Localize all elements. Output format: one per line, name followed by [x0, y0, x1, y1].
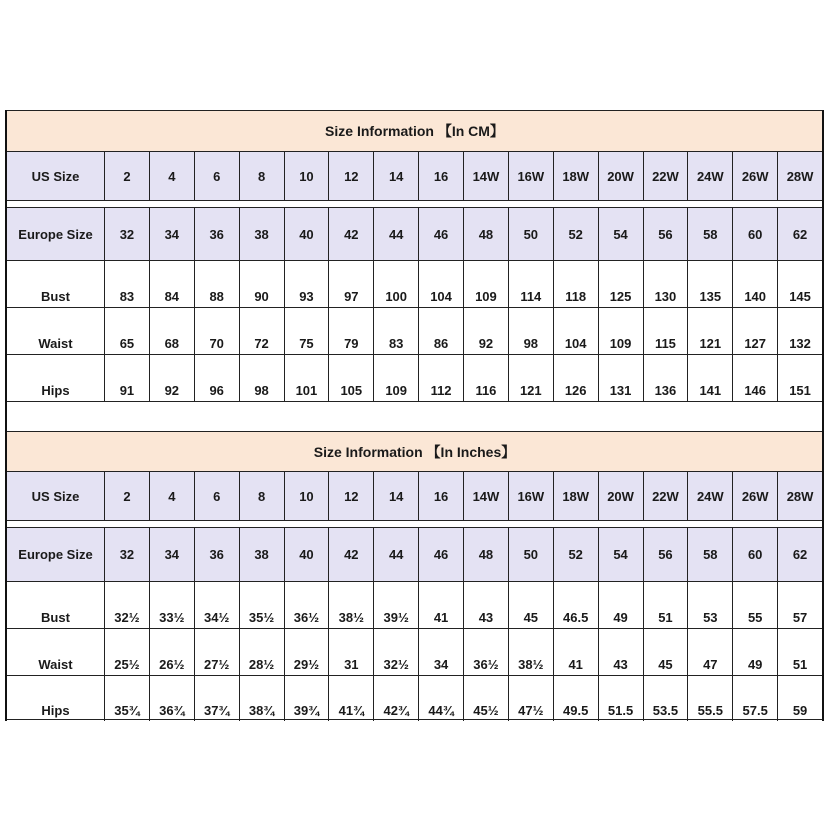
inch-us-size-cell: 14W — [464, 472, 509, 520]
cm-waist-cell: 70 — [195, 308, 240, 354]
inch-bust-cell: 41 — [419, 582, 464, 628]
inch-us-size-cell: 2 — [105, 472, 150, 520]
cm-europe-size-cell: 34 — [150, 208, 195, 260]
inch-europe-size-label: Europe Size — [7, 528, 105, 581]
inch-hips-cell: 45½ — [464, 676, 509, 721]
inch-waist-cell: 25½ — [105, 629, 150, 675]
inch-us-size-label: US Size — [7, 472, 105, 520]
cm-hips-cell: 92 — [150, 355, 195, 401]
cm-us-size-cell: 16W — [509, 152, 554, 200]
cm-bust-cell: 145 — [789, 289, 811, 304]
cm-europe-size-cell: 44 — [374, 208, 419, 260]
cm-bust-cell: 135 — [688, 261, 733, 307]
inch-europe-size-cell: 58 — [688, 528, 733, 581]
inch-waist-cell: 27½ — [195, 629, 240, 675]
inch-hips-label: Hips — [7, 676, 105, 721]
inch-europe-size-cell: 60 — [733, 528, 778, 581]
inch-hips-cell: 59 — [792, 703, 808, 718]
cm-hips-cell: 121 — [509, 355, 554, 401]
cm-waist-cell: 127 — [733, 308, 778, 354]
cm-hips-cell: 141 — [688, 355, 733, 401]
inch-spacer-row — [7, 520, 822, 527]
inch-bust-cell: 38½ — [329, 582, 374, 628]
cm-us-size-cell: 28W — [786, 168, 814, 184]
inch-europe-size-cell: 54 — [599, 528, 644, 581]
cm-waist-cell: 83 — [374, 308, 419, 354]
cm-waist-cell: 75 — [285, 308, 330, 354]
cm-waist-cell: 98 — [509, 308, 554, 354]
inch-europe-size-cell: 34 — [150, 528, 195, 581]
inch-waist-cell: 38½ — [509, 629, 554, 675]
cm-waist-cell: 79 — [329, 308, 374, 354]
cm-us-size-label: US Size — [7, 152, 105, 200]
inch-us-size-row — [7, 471, 822, 520]
cm-europe-size-cell: 48 — [464, 208, 509, 260]
inch-us-size-cell: 24W — [688, 472, 733, 520]
cm-waist-cell: 121 — [688, 308, 733, 354]
inch-us-size-cell: 22W — [644, 472, 689, 520]
size-chart — [5, 110, 824, 721]
inch-table-title-row — [7, 431, 822, 471]
cm-waist-cell: 104 — [554, 308, 599, 354]
cm-hips-cell: 126 — [554, 355, 599, 401]
inch-waist-cell: 45 — [644, 629, 689, 675]
inch-bust-cell: 55 — [733, 582, 778, 628]
cm-waist-cell: 68 — [150, 308, 195, 354]
inch-bust-cell: 36½ — [285, 582, 330, 628]
cm-europe-size-cell: 54 — [599, 208, 644, 260]
cm-us-size-row — [7, 151, 822, 200]
inch-us-size-cell: 14 — [374, 472, 419, 520]
cm-bust-cell: 100 — [374, 261, 419, 307]
cm-us-size-cell: 16 — [419, 152, 464, 200]
inch-bust-cell: 57 — [792, 610, 808, 625]
cm-bust-cell: 140 — [733, 261, 778, 307]
cm-table-title: Size Information 【In CM】 — [325, 123, 504, 139]
inch-europe-size-cell: 62 — [792, 547, 808, 562]
cm-europe-size-cell: 50 — [509, 208, 554, 260]
cm-bust-cell: 97 — [329, 261, 374, 307]
inch-bust-cell: 43 — [464, 582, 509, 628]
cm-us-size-cell: 10 — [285, 152, 330, 200]
inch-waist-cell: 49 — [733, 629, 778, 675]
inch-waist-cell: 31 — [329, 629, 374, 675]
inch-waist-cell: 43 — [599, 629, 644, 675]
inch-bust-cell: 51 — [644, 582, 689, 628]
cm-europe-size-cell: 40 — [285, 208, 330, 260]
cm-bust-cell: 130 — [644, 261, 689, 307]
inch-hips-cell: 36¾ — [150, 676, 195, 721]
cm-hips-row — [7, 354, 822, 401]
cm-us-size-cell: 24W — [688, 152, 733, 200]
inch-hips-cell: 41¾ — [329, 676, 374, 721]
inch-europe-size-cell: 50 — [509, 528, 554, 581]
cm-hips-cell: 131 — [599, 355, 644, 401]
inch-hips-cell: 35¾ — [105, 676, 150, 721]
inch-bust-label: Bust — [7, 582, 105, 628]
inch-hips-cell: 53.5 — [644, 676, 689, 721]
inch-bust-cell: 32½ — [105, 582, 150, 628]
inch-waist-label: Waist — [7, 629, 105, 675]
cm-waist-cell: 132 — [789, 336, 811, 351]
inch-us-size-cell: 26W — [733, 472, 778, 520]
cm-waist-cell: 72 — [240, 308, 285, 354]
cm-us-size-cell: 20W — [599, 152, 644, 200]
cm-waist-cell: 109 — [599, 308, 644, 354]
cm-waist-cell: 86 — [419, 308, 464, 354]
inch-europe-size-cell: 44 — [374, 528, 419, 581]
inch-us-size-cell: 28W — [786, 488, 814, 504]
cm-table-title-row — [7, 110, 822, 151]
cm-us-size-cell: 2 — [105, 152, 150, 200]
inch-waist-cell: 29½ — [285, 629, 330, 675]
inch-bust-row — [7, 581, 822, 628]
inch-hips-cell: 51.5 — [599, 676, 644, 721]
cm-waist-cell: 65 — [105, 308, 150, 354]
inch-waist-cell: 28½ — [240, 629, 285, 675]
cm-bust-cell: 125 — [599, 261, 644, 307]
cm-hips-cell: 105 — [329, 355, 374, 401]
inch-us-size-cell: 10 — [285, 472, 330, 520]
cm-bust-cell: 84 — [150, 261, 195, 307]
cm-hips-cell: 151 — [789, 383, 811, 398]
cm-us-size-cell: 18W — [554, 152, 599, 200]
inch-waist-cell: 51 — [792, 657, 808, 672]
cm-bust-cell: 114 — [509, 261, 554, 307]
cm-bust-cell: 104 — [419, 261, 464, 307]
inch-bust-cell: 49 — [599, 582, 644, 628]
cm-europe-size-cell: 38 — [240, 208, 285, 260]
table-gap — [7, 401, 822, 431]
cm-bust-row — [7, 260, 822, 307]
cm-hips-cell: 101 — [285, 355, 330, 401]
inch-bust-cell: 45 — [509, 582, 554, 628]
inch-europe-size-cell: 52 — [554, 528, 599, 581]
inch-hips-cell: 38¾ — [240, 676, 285, 721]
cm-europe-size-cell: 52 — [554, 208, 599, 260]
inch-bust-cell: 39½ — [374, 582, 419, 628]
cm-us-size-cell: 26W — [733, 152, 778, 200]
inch-us-size-cell: 6 — [195, 472, 240, 520]
inch-us-size-cell: 12 — [329, 472, 374, 520]
cm-europe-size-cell: 62 — [792, 226, 808, 242]
cm-bust-cell: 90 — [240, 261, 285, 307]
inch-hips-cell: 55.5 — [688, 676, 733, 721]
cm-waist-cell: 115 — [644, 308, 689, 354]
inch-europe-size-cell: 48 — [464, 528, 509, 581]
cm-waist-cell: 92 — [464, 308, 509, 354]
cm-us-size-cell: 14 — [374, 152, 419, 200]
cm-us-size-cell: 14W — [464, 152, 509, 200]
inch-bust-cell: 53 — [688, 582, 733, 628]
cm-hips-cell: 112 — [419, 355, 464, 401]
cm-europe-size-cell: 42 — [329, 208, 374, 260]
cm-us-size-cell: 6 — [195, 152, 240, 200]
cm-bust-cell: 118 — [554, 261, 599, 307]
cm-bust-cell: 109 — [464, 261, 509, 307]
inch-waist-row — [7, 628, 822, 675]
inch-europe-size-cell: 40 — [285, 528, 330, 581]
inch-waist-cell: 41 — [554, 629, 599, 675]
inch-europe-size-cell: 36 — [195, 528, 240, 581]
inch-hips-cell: 57.5 — [733, 676, 778, 721]
cm-waist-row — [7, 307, 822, 354]
cm-hips-cell: 136 — [644, 355, 689, 401]
inch-bust-cell: 35½ — [240, 582, 285, 628]
inch-hips-cell: 37¾ — [195, 676, 240, 721]
cm-bust-cell: 93 — [285, 261, 330, 307]
inch-bust-cell: 33½ — [150, 582, 195, 628]
cm-europe-size-cell: 32 — [105, 208, 150, 260]
cm-bust-label: Bust — [7, 261, 105, 307]
inch-waist-cell: 34 — [419, 629, 464, 675]
inch-hips-row — [7, 675, 822, 721]
inch-table-title: Size Information 【In Inches】 — [313, 443, 516, 460]
cm-hips-cell: 98 — [240, 355, 285, 401]
cm-europe-size-row — [7, 207, 822, 260]
inch-us-size-cell: 16 — [419, 472, 464, 520]
inch-europe-size-cell: 46 — [419, 528, 464, 581]
cm-bust-cell: 83 — [105, 261, 150, 307]
cm-europe-size-cell: 56 — [644, 208, 689, 260]
table-bottom-border — [7, 719, 822, 720]
cm-hips-cell: 91 — [105, 355, 150, 401]
inch-us-size-cell: 16W — [509, 472, 554, 520]
cm-europe-size-label: Europe Size — [7, 208, 105, 260]
cm-hips-label: Hips — [7, 355, 105, 401]
inch-europe-size-cell: 32 — [105, 528, 150, 581]
inch-europe-size-row — [7, 527, 822, 581]
cm-europe-size-cell: 60 — [733, 208, 778, 260]
inch-waist-cell: 26½ — [150, 629, 195, 675]
inch-waist-cell: 47 — [688, 629, 733, 675]
inch-us-size-cell: 18W — [554, 472, 599, 520]
cm-hips-cell: 96 — [195, 355, 240, 401]
cm-europe-size-cell: 58 — [688, 208, 733, 260]
cm-spacer-row — [7, 200, 822, 207]
inch-bust-cell: 46.5 — [554, 582, 599, 628]
inch-europe-size-cell: 56 — [644, 528, 689, 581]
cm-us-size-cell: 4 — [150, 152, 195, 200]
inch-us-size-cell: 20W — [599, 472, 644, 520]
inch-waist-cell: 36½ — [464, 629, 509, 675]
inch-hips-cell: 39¾ — [285, 676, 330, 721]
cm-us-size-cell: 8 — [240, 152, 285, 200]
inch-us-size-cell: 4 — [150, 472, 195, 520]
cm-hips-cell: 109 — [374, 355, 419, 401]
cm-hips-cell: 146 — [733, 355, 778, 401]
inch-hips-cell: 49.5 — [554, 676, 599, 721]
inch-europe-size-cell: 38 — [240, 528, 285, 581]
inch-hips-cell: 47½ — [509, 676, 554, 721]
inch-europe-size-cell: 42 — [329, 528, 374, 581]
inch-us-size-cell: 8 — [240, 472, 285, 520]
cm-waist-label: Waist — [7, 308, 105, 354]
inch-hips-cell: 42¾ — [374, 676, 419, 721]
inch-waist-cell: 32½ — [374, 629, 419, 675]
cm-us-size-cell: 22W — [644, 152, 689, 200]
cm-europe-size-cell: 36 — [195, 208, 240, 260]
inch-hips-cell: 44¾ — [419, 676, 464, 721]
inch-bust-cell: 34½ — [195, 582, 240, 628]
cm-hips-cell: 116 — [464, 355, 509, 401]
cm-bust-cell: 88 — [195, 261, 240, 307]
cm-europe-size-cell: 46 — [419, 208, 464, 260]
cm-us-size-cell: 12 — [329, 152, 374, 200]
